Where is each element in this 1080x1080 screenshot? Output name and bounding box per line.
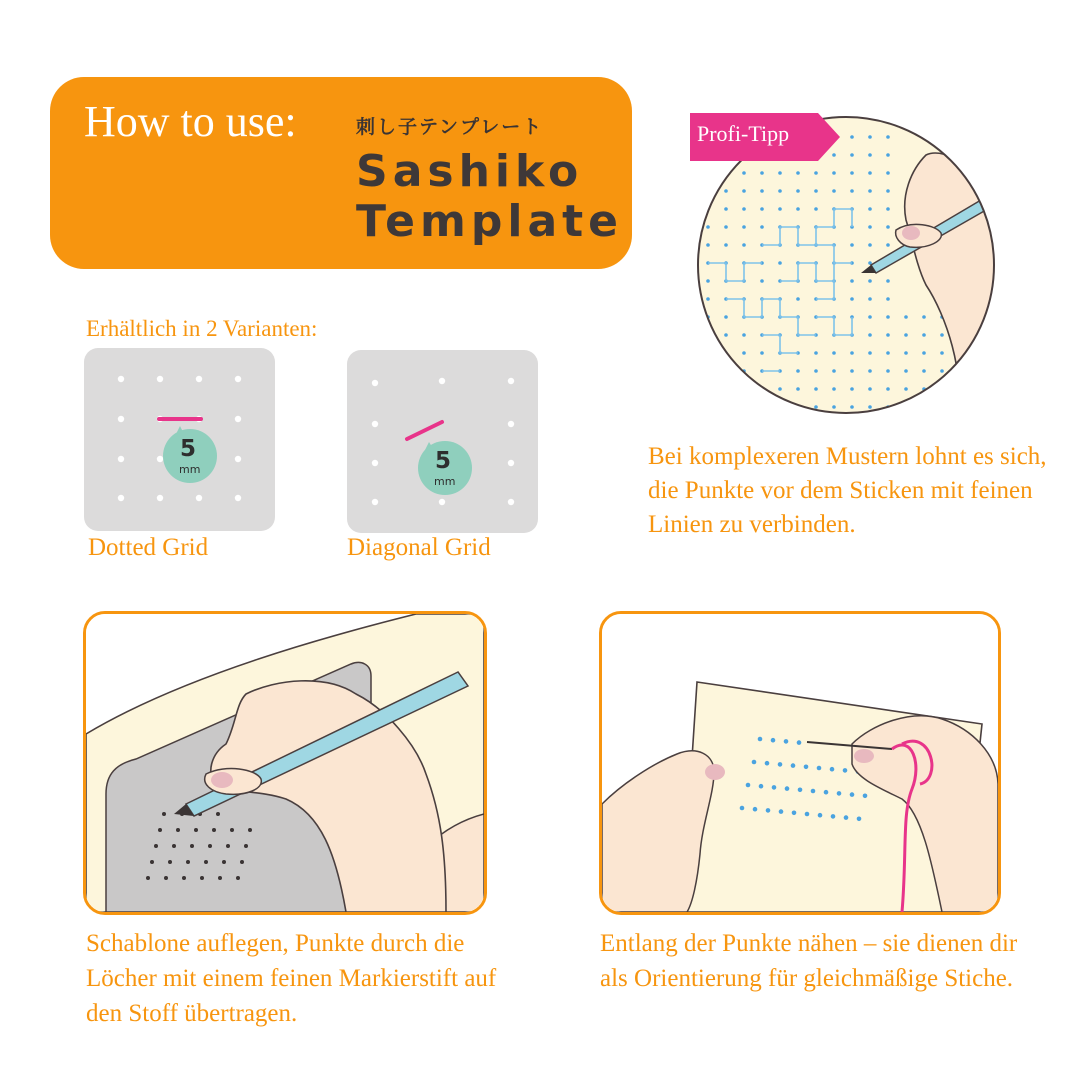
- template-hole: [248, 828, 252, 832]
- marked-dot: [868, 315, 872, 319]
- stitch-dot: [831, 814, 836, 819]
- marked-dot: [778, 207, 782, 211]
- marked-dot: [796, 369, 800, 373]
- marked-dot: [886, 297, 890, 301]
- marked-dot: [850, 387, 854, 391]
- marked-dot: [904, 387, 908, 391]
- marked-dot: [868, 297, 872, 301]
- stitch-dot: [752, 760, 757, 765]
- marked-dot: [886, 135, 890, 139]
- marked-dot: [886, 225, 890, 229]
- marked-dot: [886, 333, 890, 337]
- marked-dot: [742, 225, 746, 229]
- marked-dot: [886, 153, 890, 157]
- stitch-dot: [778, 762, 783, 767]
- marked-dot: [868, 405, 872, 409]
- diagonal-grid-illustration: [347, 350, 538, 533]
- marked-dot: [706, 387, 710, 391]
- size-value-label: 5: [180, 436, 197, 462]
- marked-dot: [724, 243, 728, 247]
- marked-dot: [796, 387, 800, 391]
- stitch-dot: [740, 806, 745, 811]
- marked-dot: [976, 405, 980, 409]
- marked-dot: [832, 369, 836, 373]
- template-hole: [164, 876, 168, 880]
- marked-dot: [742, 351, 746, 355]
- marked-dot: [868, 387, 872, 391]
- step-1-text: Schablone auflegen, Punkte durch die Löcher mit einem feinen Markierstift auf den Stoff übertragen.: [86, 930, 497, 1027]
- size-unit-label: mm: [434, 475, 456, 488]
- marked-dot: [868, 369, 872, 373]
- marked-dot: [742, 171, 746, 175]
- stitch-dot: [837, 791, 842, 796]
- marked-dot: [976, 387, 980, 391]
- template-hole: [186, 860, 190, 864]
- marked-dot: [868, 207, 872, 211]
- stitch-dot: [758, 737, 763, 742]
- marked-dot: [958, 387, 962, 391]
- marked-dot: [760, 405, 764, 409]
- marked-dot: [886, 279, 890, 283]
- stitch-dot: [817, 766, 822, 771]
- marked-dot: [940, 351, 944, 355]
- variants-heading: Erhältlich in 2 Varianten:: [86, 316, 318, 341]
- marked-dot: [796, 171, 800, 175]
- diagonal-grid-template: [347, 350, 538, 533]
- marked-dot: [904, 333, 908, 337]
- marked-dot: [760, 189, 764, 193]
- marked-dot: [742, 333, 746, 337]
- profi-tipp-label: Profi-Tipp: [697, 121, 790, 146]
- marked-dot: [706, 297, 710, 301]
- marked-dot: [742, 243, 746, 247]
- marked-dot: [940, 369, 944, 373]
- stitch-dot: [863, 794, 868, 799]
- marked-dot: [742, 207, 746, 211]
- marked-dot: [814, 351, 818, 355]
- template-hole: [240, 860, 244, 864]
- marked-dot: [904, 405, 908, 409]
- marked-dot: [760, 351, 764, 355]
- marked-dot: [706, 351, 710, 355]
- marked-dot: [922, 351, 926, 355]
- marked-dot: [976, 369, 980, 373]
- marked-dot: [724, 225, 728, 229]
- template-hole: [182, 876, 186, 880]
- marked-dot: [706, 369, 710, 373]
- marked-dot: [868, 189, 872, 193]
- marked-dot: [814, 387, 818, 391]
- marked-dot: [940, 387, 944, 391]
- marked-dot: [778, 261, 782, 265]
- marked-dot: [724, 369, 728, 373]
- marked-dot: [868, 279, 872, 283]
- marked-dot: [886, 315, 890, 319]
- marked-dot: [850, 405, 854, 409]
- japanese-subtitle: 刺し子テンプレート: [356, 116, 544, 138]
- marked-dot: [886, 369, 890, 373]
- marked-dot: [886, 243, 890, 247]
- step-stitching-illustration: [599, 611, 1001, 915]
- diagonal-grid-label: Diagonal Grid: [347, 534, 491, 561]
- template-hole: [218, 876, 222, 880]
- marked-dot: [742, 387, 746, 391]
- stitch-dot: [844, 815, 849, 820]
- marked-dot: [832, 405, 836, 409]
- size-unit-label: mm: [179, 463, 201, 476]
- marked-dot: [922, 315, 926, 319]
- marked-dot: [922, 369, 926, 373]
- stitch-dot: [791, 763, 796, 768]
- marked-dot: [886, 189, 890, 193]
- marked-dot: [850, 351, 854, 355]
- step-marking-illustration: [83, 611, 487, 915]
- marked-dot: [886, 171, 890, 175]
- marked-dot: [850, 189, 854, 193]
- marked-dot: [724, 405, 728, 409]
- template-hole: [176, 828, 180, 832]
- template-hole: [154, 844, 158, 848]
- marked-dot: [814, 171, 818, 175]
- template-hole: [204, 860, 208, 864]
- stitch-dot: [804, 765, 809, 770]
- marked-dot: [778, 387, 782, 391]
- marked-dot: [706, 279, 710, 283]
- marked-dot: [742, 405, 746, 409]
- dotted-grid-label: Dotted Grid: [88, 534, 209, 561]
- template-hole: [162, 812, 166, 816]
- stitch-dot: [746, 783, 751, 788]
- marked-dot: [868, 351, 872, 355]
- marked-dot: [814, 405, 818, 409]
- template-hole: [244, 844, 248, 848]
- marked-dot: [778, 405, 782, 409]
- marked-dot: [706, 189, 710, 193]
- marked-dot: [886, 387, 890, 391]
- marked-dot: [724, 333, 728, 337]
- template-hole: [190, 844, 194, 848]
- stitch-dot: [792, 811, 797, 816]
- template-hole: [168, 860, 172, 864]
- marked-dot: [850, 153, 854, 157]
- stitch-dot: [765, 761, 770, 766]
- marked-dot: [958, 369, 962, 373]
- template-hole: [212, 828, 216, 832]
- step-2-text: Entlang der Punkte nähen – sie dienen dir als Orientierung für gleichmäßige Stiche.: [600, 930, 1018, 992]
- template-hole: [200, 876, 204, 880]
- marked-dot: [706, 405, 710, 409]
- marked-dot: [922, 333, 926, 337]
- marked-dot: [724, 387, 728, 391]
- marked-dot: [940, 333, 944, 337]
- stitch-dot: [784, 739, 789, 744]
- marked-dot: [760, 171, 764, 175]
- stitch-dot: [850, 792, 855, 797]
- template-hole: [194, 828, 198, 832]
- stitch-dot: [771, 738, 776, 743]
- marked-dot: [760, 279, 764, 283]
- marked-dot: [976, 351, 980, 355]
- stitch-dot: [797, 740, 802, 745]
- marked-dot: [868, 171, 872, 175]
- marked-dot: [814, 189, 818, 193]
- size-value-label: 5: [435, 448, 452, 474]
- marked-dot: [868, 333, 872, 337]
- marked-dot: [904, 315, 908, 319]
- stitch-dot: [811, 789, 816, 794]
- marked-dot: [724, 315, 728, 319]
- stitch-dot: [830, 767, 835, 772]
- marked-dot: [724, 171, 728, 175]
- template-hole: [158, 828, 162, 832]
- stitch-dot: [843, 768, 848, 773]
- stitch-dot: [779, 809, 784, 814]
- marked-dot: [814, 369, 818, 373]
- stitch-dot: [753, 807, 758, 812]
- stitch-dot: [772, 785, 777, 790]
- stitch-dot: [824, 790, 829, 795]
- stitch-dot: [818, 813, 823, 818]
- marked-dot: [850, 297, 854, 301]
- marked-dot: [814, 207, 818, 211]
- stitch-dot: [805, 812, 810, 817]
- marked-dot: [706, 243, 710, 247]
- marked-dot: [886, 351, 890, 355]
- marked-dot: [796, 189, 800, 193]
- product-title-line2: Template: [356, 196, 624, 247]
- template-hole: [230, 828, 234, 832]
- template-hole: [226, 844, 230, 848]
- marked-dot: [706, 333, 710, 337]
- template-hole: [222, 860, 226, 864]
- marked-dot: [760, 207, 764, 211]
- marked-dot: [778, 189, 782, 193]
- marked-dot: [778, 171, 782, 175]
- marked-dot: [742, 189, 746, 193]
- marked-dot: [868, 243, 872, 247]
- marked-dot: [832, 189, 836, 193]
- stitch-dot: [785, 786, 790, 791]
- marked-dot: [850, 243, 854, 247]
- stitch-dot: [759, 784, 764, 789]
- marked-dot: [850, 279, 854, 283]
- stitch-dot: [766, 808, 771, 813]
- template-hole: [172, 844, 176, 848]
- marked-dot: [958, 405, 962, 409]
- marked-dot: [850, 171, 854, 175]
- marked-dot: [760, 225, 764, 229]
- template-hole: [236, 876, 240, 880]
- marked-dot: [850, 369, 854, 373]
- marked-dot: [706, 171, 710, 175]
- marked-dot: [868, 153, 872, 157]
- template-hole: [216, 812, 220, 816]
- marked-dot: [922, 405, 926, 409]
- marked-dot: [832, 171, 836, 175]
- stitch-dot: [798, 788, 803, 793]
- marked-dot: [868, 135, 872, 139]
- marked-dot: [796, 207, 800, 211]
- how-to-use-heading: How to use:: [84, 97, 297, 146]
- marked-dot: [796, 297, 800, 301]
- marked-dot: [904, 351, 908, 355]
- template-hole: [150, 860, 154, 864]
- template-hole: [146, 876, 150, 880]
- stitch-dot: [857, 817, 862, 822]
- marked-dot: [868, 225, 872, 229]
- marked-dot: [724, 189, 728, 193]
- marked-dot: [832, 351, 836, 355]
- template-hole: [208, 844, 212, 848]
- dotted-grid-template: [84, 348, 275, 531]
- marked-dot: [850, 135, 854, 139]
- marked-dot: [832, 387, 836, 391]
- product-title-line1: Sashiko: [356, 146, 584, 197]
- marked-dot: [904, 369, 908, 373]
- marked-dot: [706, 225, 710, 229]
- marked-dot: [886, 207, 890, 211]
- tip-text: Bei komplexeren Mustern lohnt es sich, die Punkte vor dem Sticken mit feinen Linien zu verbinden.: [648, 443, 1047, 538]
- marked-dot: [724, 207, 728, 211]
- marked-dot: [940, 405, 944, 409]
